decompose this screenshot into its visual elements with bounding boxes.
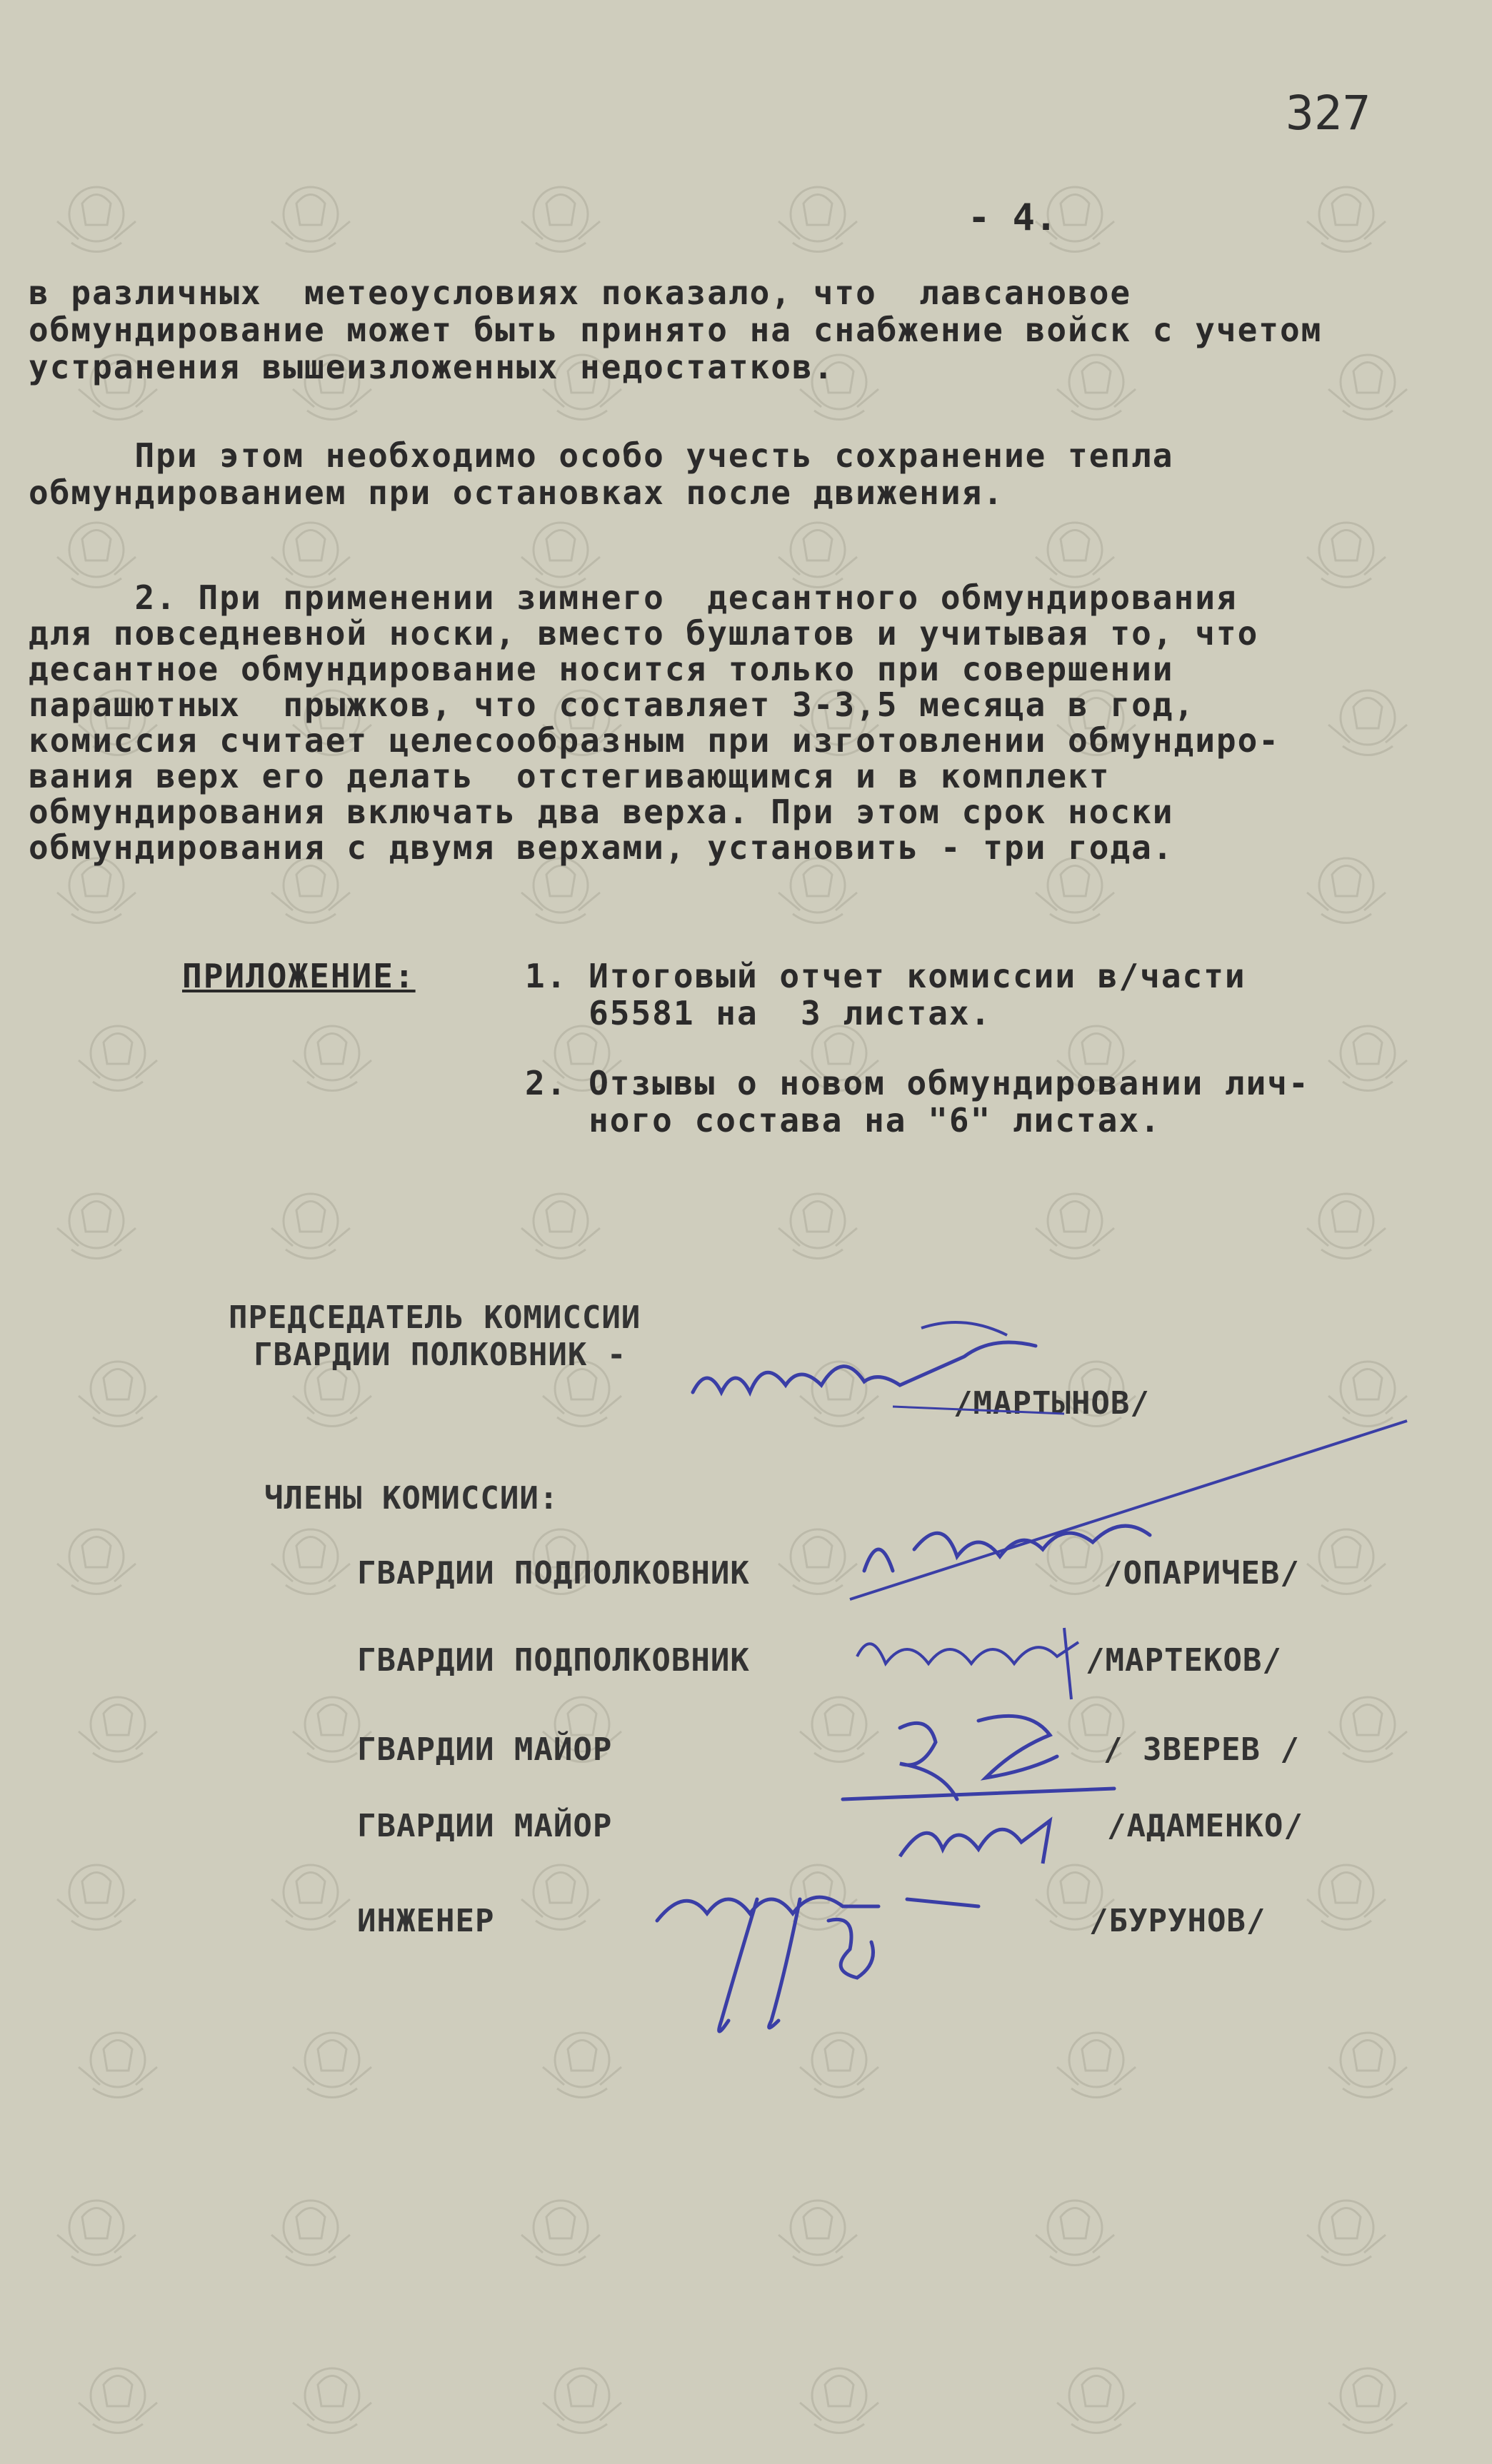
chairman-rank: ГВАРДИИ ПОЛКОВНИК - [254, 1337, 627, 1373]
member-name: / ЗВЕРЕВ / [1103, 1731, 1300, 1768]
watermark-emblem [1321, 2353, 1414, 2445]
appendix-item-2-line: 2. Отзывы о новом обмундировании лич- [525, 1064, 1310, 1102]
watermark-emblem [286, 1010, 379, 1103]
page-number: - 4. [968, 196, 1058, 239]
watermark-emblem [1300, 843, 1393, 935]
appendix-label: ПРИЛОЖЕНИЕ: [182, 957, 416, 995]
watermark-emblem [536, 2353, 629, 2445]
watermark-emblem [1300, 1178, 1393, 1271]
watermark-emblem [1300, 507, 1393, 600]
member-name: /МАРТЕКОВ/ [1086, 1642, 1282, 1679]
paragraph-1-line: обмундирование может быть принято на снабжение войск с учетом [29, 311, 1323, 349]
watermark-emblem [1321, 1681, 1414, 1774]
watermark-emblem [50, 2185, 143, 2278]
watermark-emblem [1321, 2017, 1414, 2110]
watermark-emblem [1050, 2017, 1143, 2110]
watermark-emblem [71, 1010, 164, 1103]
paragraph-2-line: обмундированием при остановках после движения. [29, 473, 1004, 512]
appendix-item-1-line: 1. Итоговый отчет комиссии в/части [525, 957, 1246, 995]
member-rank: ГВАРДИИ МАЙОР [357, 1808, 613, 1844]
watermark-emblem [1321, 675, 1414, 768]
watermark-emblem [71, 1681, 164, 1774]
paragraph-1-line: в различных метеоусловиях показало, что лавсановое [29, 273, 1132, 312]
paragraph-3-line: комиссия считает целесообразным при изготовлении обмундиро- [29, 721, 1280, 760]
watermark-emblem [71, 2353, 164, 2445]
watermark-emblem [1300, 171, 1393, 264]
watermark-emblem [771, 171, 864, 264]
paragraph-3-line: вания верх его делать отстегивающимся и в комплект [29, 757, 1111, 795]
members-heading: ЧЛЕНЫ КОМИССИИ: [264, 1480, 559, 1517]
watermark-emblem [514, 2185, 607, 2278]
watermark-emblem [71, 2017, 164, 2110]
paragraph-3-line: парашютных прыжков, что составляет 3-3,5 месяца в год, [29, 685, 1196, 724]
watermark-emblem [514, 1849, 607, 1942]
paragraph-3-line: десантное обмундирование носится только при совершении [29, 650, 1174, 688]
watermark-emblem [264, 1514, 357, 1606]
watermark-emblem [1028, 1178, 1121, 1271]
watermark-emblem [1321, 1010, 1414, 1103]
paragraph-2-line: При этом необходимо особо учесть сохранение тепла [29, 436, 1174, 475]
watermark-emblem [771, 2185, 864, 2278]
paragraph-1-line: устранения вышеизложенных недостатков. [29, 348, 835, 386]
watermark-emblem [264, 1849, 357, 1942]
watermark-emblem [536, 2017, 629, 2110]
paragraph-3-line: обмундирования с двумя верхами, установить - три года. [29, 828, 1174, 867]
watermark-emblem [1321, 339, 1414, 432]
watermark-emblem [50, 1514, 143, 1606]
chairman-name: /МАРТЫНОВ/ [953, 1385, 1150, 1422]
watermark-emblem [264, 171, 357, 264]
watermark-emblem [514, 1178, 607, 1271]
watermark-emblem [50, 171, 143, 264]
watermark-emblem [286, 2017, 379, 2110]
member-signature-oparichev [836, 1407, 1450, 1621]
member-name: /БУРУНОВ/ [1089, 1903, 1266, 1939]
watermark-emblem [50, 1178, 143, 1271]
watermark-emblem [1050, 2353, 1143, 2445]
member-name: /ОПАРИЧЕВ/ [1103, 1555, 1300, 1591]
watermark-emblem [771, 1178, 864, 1271]
member-rank: ИНЖЕНЕР [357, 1903, 495, 1939]
member-name: /АДАМЕНКО/ [1107, 1808, 1303, 1844]
paragraph-3-line: 2. При применении зимнего десантного обмундирования [29, 578, 1238, 617]
member-rank: ГВАРДИИ ПОДПОЛКОВНИК [357, 1642, 750, 1679]
watermark-emblem [514, 171, 607, 264]
watermark-emblem [71, 1346, 164, 1439]
member-signature-burunov [643, 1856, 1014, 2042]
watermark-emblem [264, 1178, 357, 1271]
appendix-item-1-line: 65581 на 3 листах. [525, 994, 992, 1032]
watermark-emblem [793, 2353, 886, 2445]
watermark-emblem [1028, 2185, 1121, 2278]
paragraph-3-line: обмундирования включать два верха. При этом срок носки [29, 793, 1174, 831]
chairman-title: ПРЕДСЕДАТЕЛЬ КОМИССИИ [229, 1299, 641, 1336]
watermark-emblem [50, 1849, 143, 1942]
watermark-emblem [264, 2185, 357, 2278]
member-rank: ГВАРДИИ ПОДПОЛКОВНИК [357, 1555, 750, 1591]
archive-number: 327 [1286, 86, 1371, 141]
paragraph-3-line: для повседневной носки, вместо бушлатов и учитывая то, что [29, 614, 1259, 653]
watermark-emblem [1300, 1849, 1393, 1942]
member-signature-martekov [850, 1614, 1107, 1714]
watermark-emblem [286, 2353, 379, 2445]
watermark-emblem [1300, 2185, 1393, 2278]
watermark-emblem [1050, 339, 1143, 432]
appendix-item-2-line: ного состава на "6" листах. [525, 1101, 1161, 1140]
member-rank: ГВАРДИИ МАЙОР [357, 1731, 613, 1768]
